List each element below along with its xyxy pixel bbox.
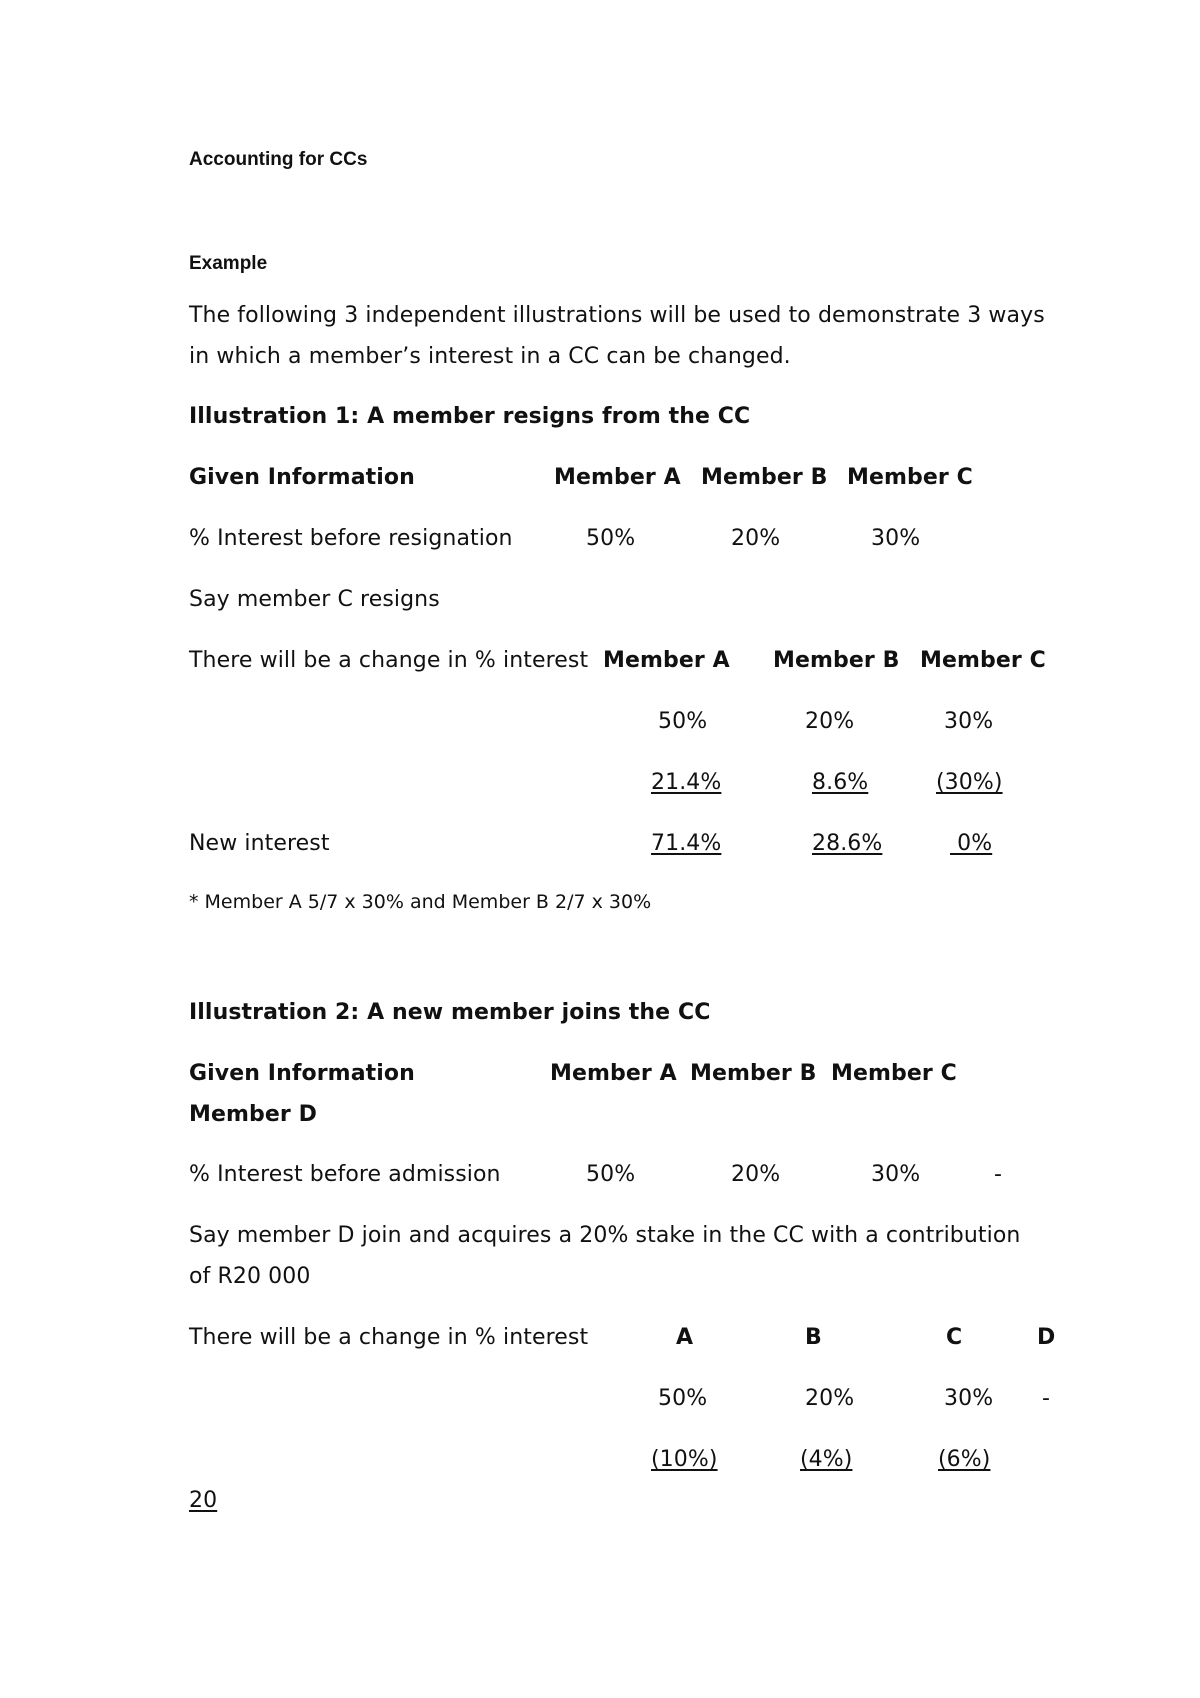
ill1-given-col-c: Member C xyxy=(847,465,973,490)
ill2-given-col-d: Member D xyxy=(189,1102,317,1127)
ill1-footnote: * Member A 5/7 x 30% and Member B 2/7 x 30% xyxy=(189,891,652,913)
ill2-row2-a: (10%) xyxy=(651,1447,718,1472)
ill1-new-interest-a: 71.4% xyxy=(651,831,722,856)
ill1-row2-a: 21.4% xyxy=(651,770,722,795)
ill1-row1-c: 30% xyxy=(944,709,994,734)
ill2-given-col-a: Member A xyxy=(550,1061,677,1086)
illustration-1-heading: Illustration 1: A member resigns from the CC xyxy=(189,404,751,429)
ill2-before-label: % Interest before admission xyxy=(189,1162,501,1187)
ill2-change-col-c: C xyxy=(946,1325,963,1350)
ill1-say-line: Say member C resigns xyxy=(189,587,440,612)
illustration-2-heading: Illustration 2: A new member joins the CC xyxy=(189,1000,711,1025)
ill2-row2-d: 20 xyxy=(189,1488,218,1513)
ill1-row1-a: 50% xyxy=(658,709,708,734)
ill2-given-col-b: Member B xyxy=(690,1061,817,1086)
ill1-given-col-b: Member B xyxy=(701,465,828,490)
ill2-say-line-1: Say member D join and acquires a 20% stake in the CC with a contribution xyxy=(189,1223,1021,1248)
ill2-change-col-a: A xyxy=(676,1325,694,1350)
ill2-change-col-d: D xyxy=(1037,1325,1056,1350)
ill1-given-col-a: Member A xyxy=(554,465,681,490)
document-title: Accounting for CCs xyxy=(189,149,368,170)
ill1-before-c: 30% xyxy=(871,526,921,551)
intro-line-2: in which a member’s interest in a CC can be changed. xyxy=(189,344,791,369)
ill2-row1-d: - xyxy=(1042,1386,1051,1411)
ill2-before-b: 20% xyxy=(731,1162,781,1187)
ill1-given-label: Given Information xyxy=(189,465,415,490)
ill2-say-line-2: of R20 000 xyxy=(189,1264,311,1289)
ill2-row2-c: (6%) xyxy=(938,1447,991,1472)
ill1-new-interest-c: 0% xyxy=(950,831,993,856)
ill1-row2-b: 8.6% xyxy=(812,770,869,795)
ill1-row1-b: 20% xyxy=(805,709,855,734)
intro-line-1: The following 3 independent illustrations will be used to demonstrate 3 ways xyxy=(189,303,1045,328)
ill1-new-interest-b: 28.6% xyxy=(812,831,883,856)
ill1-change-col-b: Member B xyxy=(773,648,900,673)
ill2-change-label: There will be a change in % interest xyxy=(189,1325,589,1350)
ill1-new-interest-label: New interest xyxy=(189,831,330,856)
ill1-before-a: 50% xyxy=(586,526,636,551)
ill1-before-b: 20% xyxy=(731,526,781,551)
ill2-row1-c: 30% xyxy=(944,1386,994,1411)
example-label: Example xyxy=(189,253,268,274)
ill2-given-col-c: Member C xyxy=(831,1061,957,1086)
ill1-change-col-a: Member A xyxy=(603,648,730,673)
ill1-row2-c: (30%) xyxy=(936,770,1003,795)
ill2-row2-b: (4%) xyxy=(800,1447,853,1472)
ill1-before-label: % Interest before resignation xyxy=(189,526,513,551)
ill2-given-label: Given Information xyxy=(189,1061,415,1086)
ill2-change-col-b: B xyxy=(805,1325,822,1350)
ill2-before-d: - xyxy=(994,1162,1003,1187)
ill1-change-col-c: Member C xyxy=(920,648,1046,673)
ill2-before-a: 50% xyxy=(586,1162,636,1187)
ill2-row1-b: 20% xyxy=(805,1386,855,1411)
ill2-before-c: 30% xyxy=(871,1162,921,1187)
ill1-change-label: There will be a change in % interest xyxy=(189,648,589,673)
ill2-row1-a: 50% xyxy=(658,1386,708,1411)
